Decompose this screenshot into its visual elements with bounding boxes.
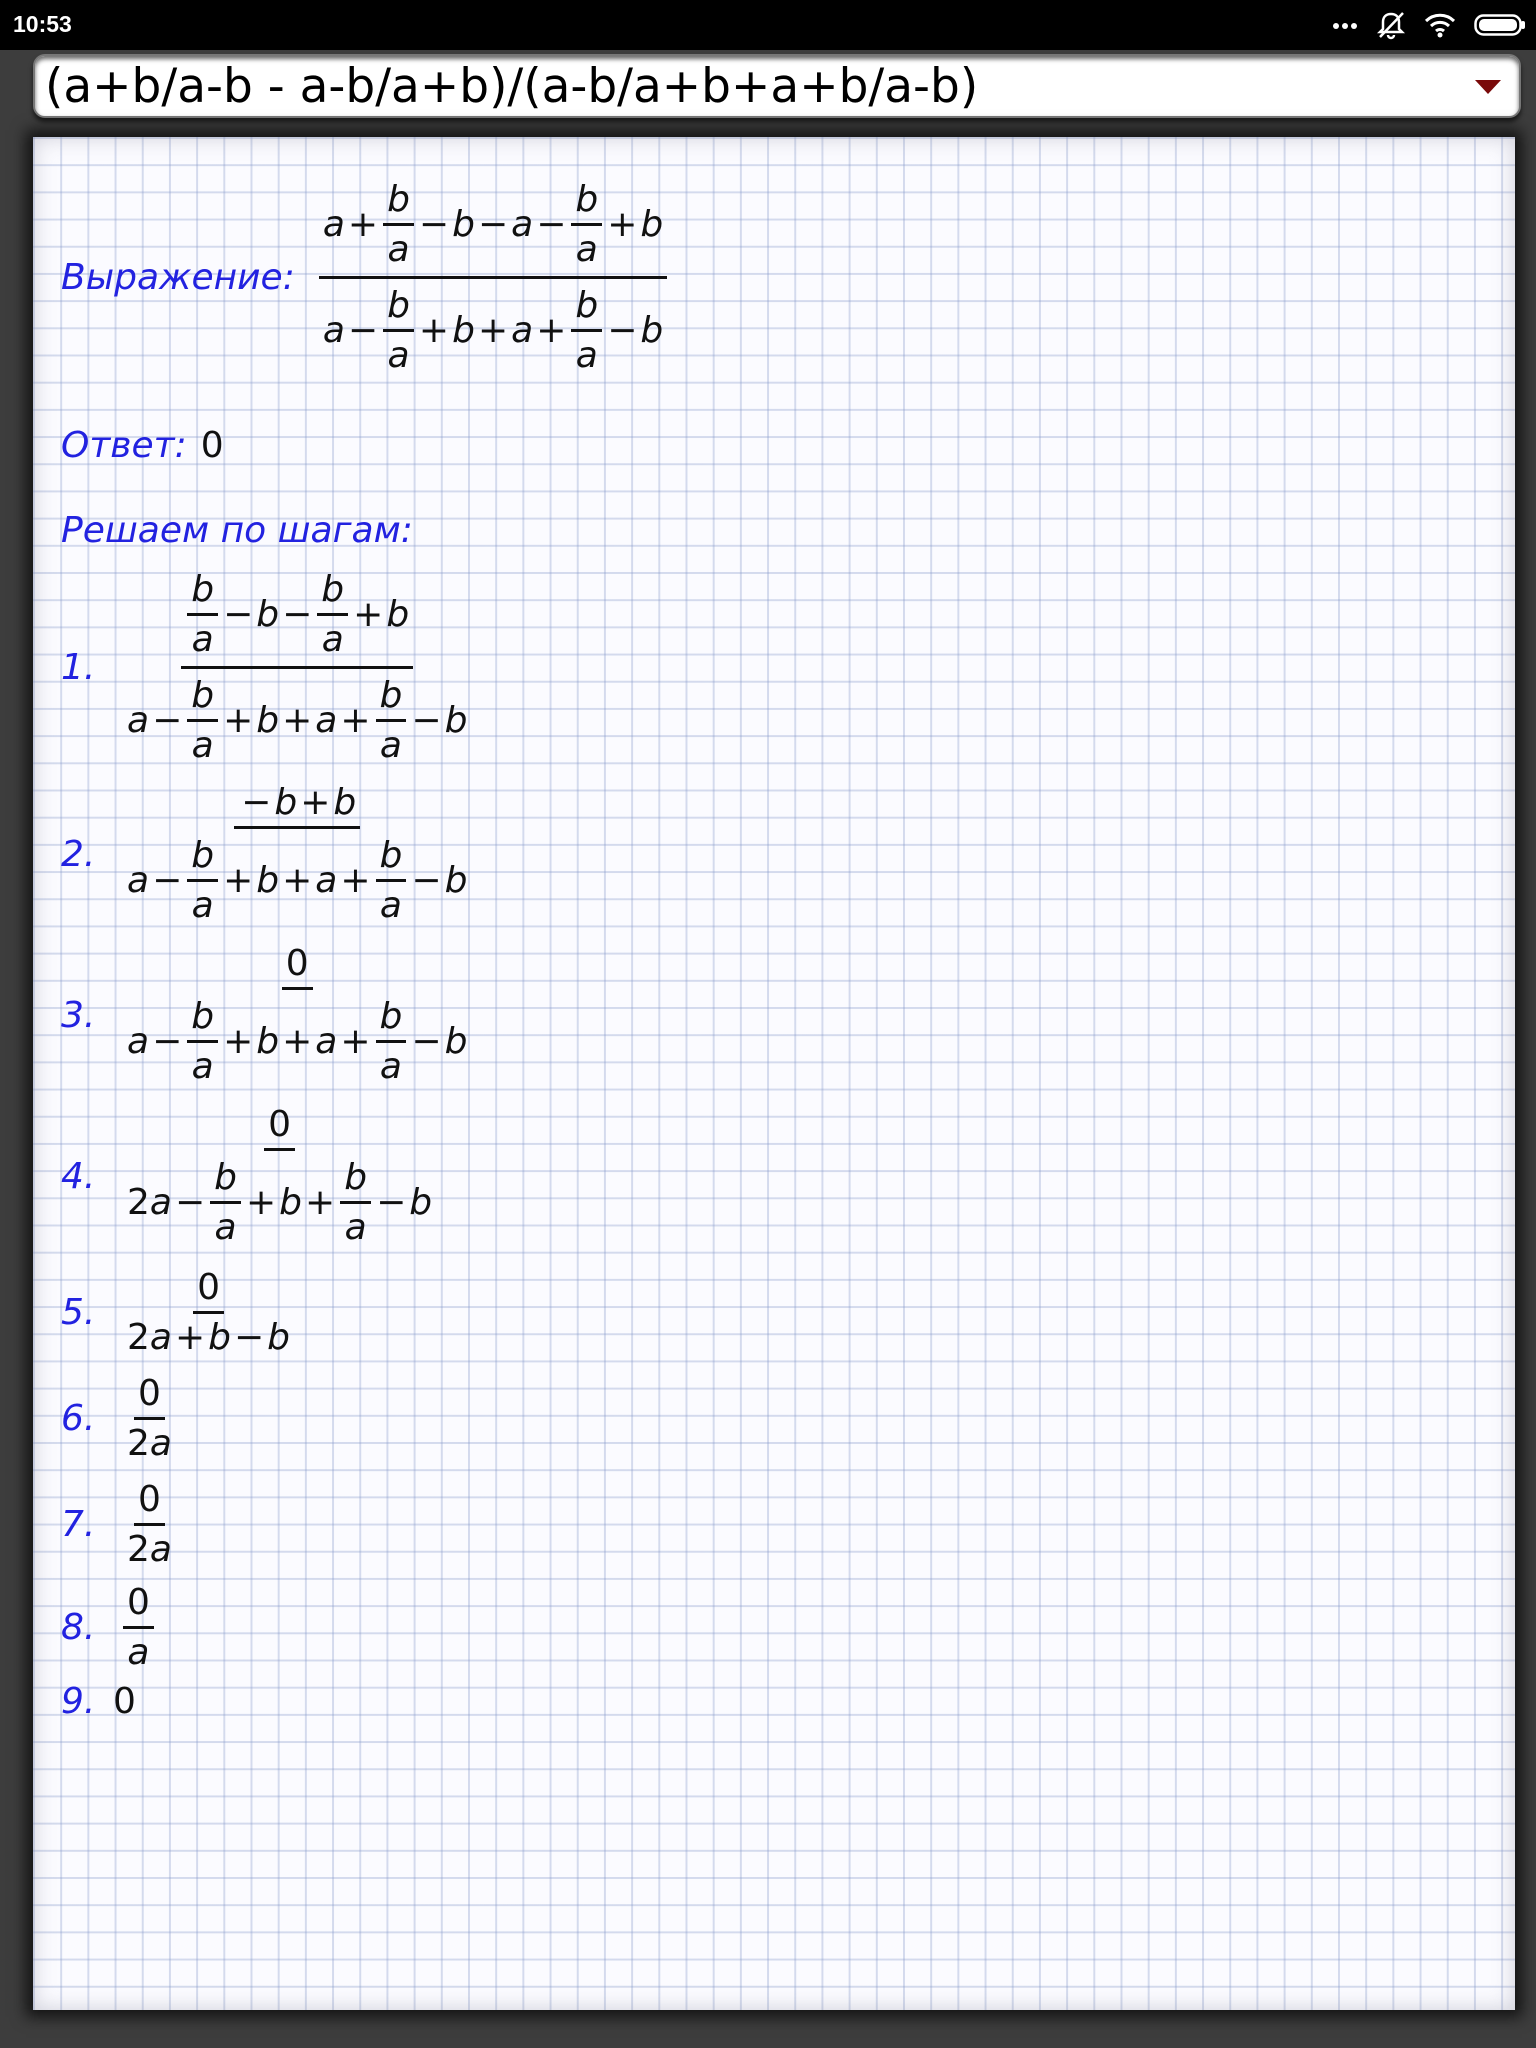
step-number: 9. [61,1681,96,1722]
step-number: 6. [61,1398,96,1439]
step-9-value: 0 [113,1681,136,1722]
step-8-fraction: $\frac{0}{a}$ [123,1582,154,1673]
step-number: 5. [61,1292,96,1333]
step-8 [61,1582,158,1673]
step-9 [61,1681,136,1722]
step-3-fraction: 0 a − $\frac{b}{a}$ + b + a + $\frac{b}{a}$ − b [127,943,468,1087]
step-5-fraction: 0 2 a + b − b [127,1267,291,1358]
expression-fraction: a + $\frac{b}{a}$ − b − a − $\frac{b}{a}$ + b a − $\frac{b}{a}$ + b + a + $\frac{b}{a}$ − b [319,179,667,376]
step-number: 3. [61,994,96,1036]
step-number: 8. [61,1607,96,1648]
answer-value: 0 [200,425,224,466]
wifi-icon [1424,12,1456,38]
step-4-fraction: 0 2 a − $\frac{b}{a}$ + b + $\frac{b}{a}$ − b [127,1104,433,1248]
expression-row [61,179,671,376]
expression-label: Выражение: [61,257,295,298]
step-7-fraction: 0 2 a [127,1479,172,1570]
step-2-fraction: − b + b a − $\frac{b}{a}$ + b + a + $\frac{b}{a}$ − b [127,782,468,926]
step-7 [61,1479,180,1570]
muted-bell-icon [1376,10,1406,40]
steps-label: Решаем по шагам: [61,510,413,551]
step-6-fraction: 0 2 a [127,1373,172,1464]
answer-row [61,425,224,466]
step-1-fraction: $\frac{b}{a}$ − b − $\frac{b}{a}$ + b a − $\frac{b}{a}$ + b + a + $\frac{b}{a}$ − b [127,569,468,766]
dropdown-arrow-icon[interactable] [1473,78,1503,96]
expression-input-box[interactable] [33,54,1521,118]
step-number: 4. [61,1155,96,1197]
step-number: 2. [61,833,96,875]
steps-label-row [61,510,413,551]
step-1 [61,569,475,766]
expression-input[interactable] [45,58,1425,114]
battery-icon [1474,13,1526,37]
step-5 [61,1267,298,1358]
answer-label: Ответ: [61,425,187,466]
result-paper [33,137,1515,2010]
step-number: 7. [61,1504,96,1545]
status-icons [1332,9,1526,41]
status-bar [0,0,1536,50]
step-3 [61,943,475,1087]
more-dots-icon [1332,20,1358,30]
status-time: 10:53 [13,11,72,37]
step-2 [61,782,475,926]
step-4 [61,1104,440,1248]
step-6 [61,1373,180,1464]
step-number: 1. [61,647,96,688]
